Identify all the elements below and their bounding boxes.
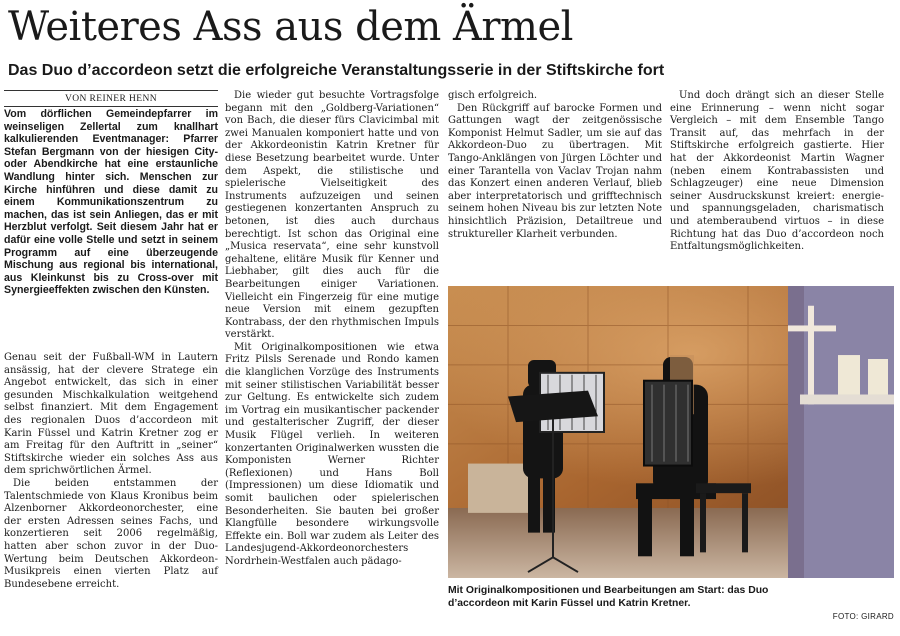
headline: Weiteres Ass aus dem Ärmel — [8, 4, 573, 50]
paragraph: Genau seit der Fußball-WM in Lautern ansässig, hat der clevere Stratege ein Angebot entwickelt, das sich in einer gesunden Mischkalkulation weitgehend selbst finanziert. Mit dem Engagement des regionalen Duos d’accordeon mit Karin Füssel und Katrin Kretner zog er am Freitag für den Auftritt in „seiner“ Stiftskirche wieder ein solches Ass aus dem sprichwörtlichen Ärmel. — [4, 352, 218, 477]
concert-photo — [448, 286, 894, 578]
column-2 — [225, 90, 439, 569]
paragraph: Mit Originalkompositionen wie etwa Fritz Pilsls Serenade und Rondo kamen die klanglichen Vorzüge des Instruments mit seiner stilistischen Variabilität besser zur Geltung. Es entwickelte sich zudem im Vortrag ein musikantischer packender und gestalterischer Zugriff, der dieser Musik Flügel verlieh. In weiteren konzertanten Originalwerken wussten die Komponisten Werner Richter (Reflexionen) und Hans Boll (Impressionen) um diese Idiomatik und somit baulichen oder spielerischen Besonderheiten. Sie bauten bei großer Klangfülle besondere wirkungsvolle Effekte ein. Boll war zudem als Leiter des Landesjugend-Akkordeonorchesters Nordrhein-Westfalen auch pädago- — [225, 341, 439, 567]
column-4 — [670, 90, 884, 254]
photo-credit: FOTO: GIRARD — [832, 612, 894, 621]
byline: VON REINER HENN — [64, 94, 158, 104]
column-1 — [4, 352, 218, 591]
lead-paragraph: Vom dörflichen Gemeindepfarrer im weinseligen Zellertal zum knallhart kalkulierenden Eventmanager: Pfarrer Stefan Bergmann von der hiesigen City- oder Abendkirche hat eine erstaunliche Wandlung hinter sich. Menschen zur Kirche hinführen und diese damit zu einem Kommunikationszentrum zu machen, das ist sein Anliegen, das er mit Herzblut verfolgt. Seit diesem Jahr hat er dafür eine volle Stelle und setzt in seinem Programm auf eine überzeugende Mischung aus regional bis international, aus Kleinkunst bis zu Cross-over mit Synergieeffekten zwischen den Künsten. — [4, 108, 218, 297]
column-3 — [448, 90, 662, 241]
photo-caption: Mit Originalkompositionen und Bearbeitungen am Start: das Duo d’accordeon mit Karin Füssel und Katrin Kretner. — [448, 585, 769, 609]
byline-rule-bottom — [4, 106, 218, 107]
paragraph: Die wieder gut besuchte Vortragsfolge begann mit den „Goldberg-Variationen“ von Bach, die dieser fürs Clavicimbal mit zwei Manualen komponiert hatte und von der Akkordeonistin Katrin Kretner für diese Besetzung bearbeitet wurde. Unter dem Aspekt, die stilistische und spielerische Vielseitigkeit des Instruments aufzuzeigen und seinen gestiegenen konzertanten Anspruch zu betonen, ist dies auch durchaus berechtigt. Ist schon das Original eine „Musica reservata“, eine sehr kunstvoll gehaltene, elitäre Musik für Kenner und Liebhaber, gilt dies auch für die Bearbeitungen einiger Variationen. Vielleicht ein Fingerzeig für eine mutige neue Version mit einem gezupften Kontrabass, der den rhythmischen Impuls verstärkt. — [225, 90, 439, 341]
paragraph: Und doch drängt sich an dieser Stelle eine Erinnerung – wenn nicht sogar Vergleich – mit dem Ensemble Tango Transit auf, das mehrfach in der Stiftskirche erfolgreich gastierte. Hier hat der Akkordeonist Martin Wagner (neben einem Kontrabassisten und Schlagzeuger) eine neue Dimension seiner Ausdruckskunst kreiert: energie- und spannungsgeladen, charismatisch und atemberaubend virtuos – in diese Richtung hat das Duo d’accordeon noch Entfaltungsmöglichkeiten. — [670, 90, 884, 253]
paragraph: Den Rückgriff auf barocke Formen und Gattungen wagt der zeitgenössische Komponist Helmut Sadler, um sie auf das Akkordeon-Duo zu übertragen. Mit Tango-Anklängen von Jürgen Löchter und einer Tarantella von Vaclav Trojan nahm das Konzert einen anderen Verlauf, blieb aber interpretatorisch und grifftechnisch seinem hohen Niveau bis zur letzten Note hinsichtlich Präzision, Detailtreue und struktureller Klarheit verbunden. — [448, 102, 662, 240]
paragraph: gisch erfolgreich. — [448, 90, 538, 101]
byline-rule — [4, 90, 218, 91]
subheadline: Das Duo d’accordeon setzt die erfolgreiche Veranstaltungsserie in der Stiftskirche fort — [8, 62, 665, 79]
paragraph: Die beiden entstammen der Talentschmiede von Klaus Kronibus beim Alzenborner Akkordeonorchester, eine der ersten Adressen seines Fachs, und konzertieren seit 2006 regelmäßig, hatten aber schon zuvor in der Duo-Wertung beim Deutschen Akkordeon-Musikpreis einen vierten Platz auf Bundesebene erreicht. — [4, 477, 218, 590]
